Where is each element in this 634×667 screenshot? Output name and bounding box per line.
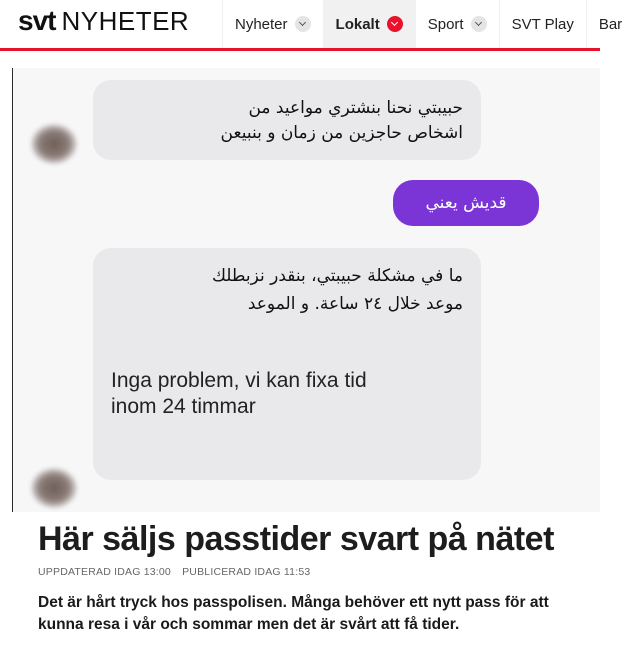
chevron-down-icon[interactable] <box>295 16 311 32</box>
chat-message-text: قديش يعني <box>425 193 507 213</box>
nav-item-sport[interactable] <box>415 0 499 48</box>
header-accent-line <box>0 48 600 51</box>
nav-item-nyheter[interactable] <box>222 0 323 48</box>
chevron-down-icon[interactable] <box>471 16 487 32</box>
chat-message-outgoing <box>393 180 539 226</box>
article-image[interactable] <box>13 68 600 512</box>
nav-item-barn[interactable] <box>586 0 634 48</box>
nav-item-label: Nyheter <box>235 15 288 33</box>
article-headline: Här säljs passtider svart på nätet <box>38 520 554 558</box>
chat-message-line: موعد خلال ٢٤ ساعة. و الموعد <box>247 294 463 314</box>
avatar <box>31 468 77 508</box>
translation-caption-line: inom 24 timmar <box>111 395 256 418</box>
chat-message-incoming <box>93 80 481 160</box>
nav-item-svt-play[interactable] <box>499 0 586 48</box>
article-lead: Det är hårt tryck hos passpolisen. Många behöver ett nytt pass för att kunna resa i vår och sommar men det är svårt att få tider. <box>38 594 549 633</box>
svt-nyheter-logo[interactable] <box>18 5 189 37</box>
article-meta <box>38 566 318 578</box>
chat-message-incoming <box>93 248 481 480</box>
chat-message-line: اشخاص حاجزين من زمان و بنبيعن <box>220 123 463 143</box>
chat-message-line: حبيبتي نحنا بنشتري مواعيد من <box>248 98 463 118</box>
nav-item-label: Lokalt <box>335 15 380 33</box>
nav-item-label: Bar <box>598 15 623 33</box>
chevron-down-icon[interactable] <box>387 16 403 32</box>
chat-message-line: ما في مشكلة حبيبتي، بنقدر نزبطلك <box>211 266 463 286</box>
nav-item-lokalt[interactable] <box>323 0 415 48</box>
main-nav <box>222 0 634 48</box>
logo-svt: svt <box>18 5 56 36</box>
logo-nyheter: NYHETER <box>61 6 190 36</box>
avatar <box>31 124 77 164</box>
site-header <box>0 0 623 50</box>
updated-timestamp: UPPDATERAD IDAG 13:00 <box>38 566 171 578</box>
nav-item-label: Sport <box>427 15 464 33</box>
nav-item-label: SVT Play <box>511 15 574 33</box>
published-timestamp: PUBLICERAD IDAG 11:53 <box>182 566 311 578</box>
translation-caption-line: Inga problem, vi kan fixa tid <box>111 369 367 392</box>
